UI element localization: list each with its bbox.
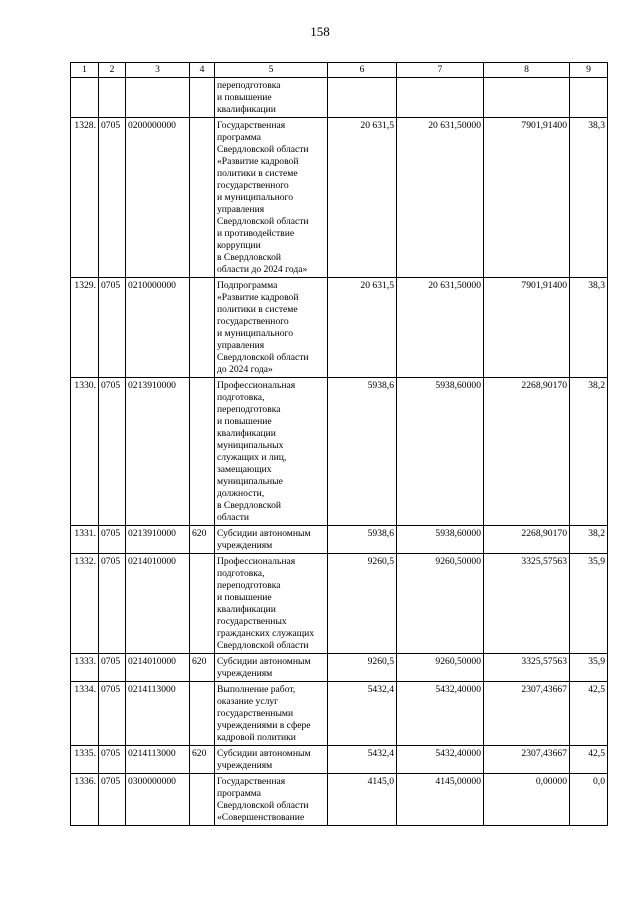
item-name-cell: Выполнение работ, оказание услуг государственными учреждениями в сфере кадровой политики bbox=[215, 682, 328, 746]
executed-amount-cell: 2268,90170 bbox=[484, 378, 570, 526]
approved-amount-cell: 5432,40000 bbox=[397, 682, 484, 746]
page-number: 158 bbox=[310, 24, 330, 39]
target-code-cell: 0214010000 bbox=[126, 554, 190, 654]
planned-amount-cell: 20 631,5 bbox=[328, 118, 397, 278]
section-code-cell: 0705 bbox=[99, 278, 126, 378]
item-name-cell: Профессиональная подготовка, переподготовка и повышение квалификации муниципальных служащих и лиц, замещающих муниципальные должности, в Свердловской области bbox=[215, 378, 328, 526]
approved-amount-cell: 9260,50000 bbox=[397, 654, 484, 682]
planned-amount-cell bbox=[328, 78, 397, 118]
table-row bbox=[71, 78, 608, 118]
expense-type-cell bbox=[190, 554, 215, 654]
table-row bbox=[71, 746, 608, 774]
planned-amount-cell: 9260,5 bbox=[328, 554, 397, 654]
section-code-cell: 0705 bbox=[99, 554, 126, 654]
target-code-cell: 0213910000 bbox=[126, 378, 190, 526]
executed-amount-cell: 2307,43667 bbox=[484, 682, 570, 746]
expense-type-cell: 620 bbox=[190, 526, 215, 554]
section-code-cell: 0705 bbox=[99, 526, 126, 554]
planned-amount-cell: 5432,4 bbox=[328, 746, 397, 774]
executed-amount-cell: 0,00000 bbox=[484, 774, 570, 826]
approved-amount-cell: 5432,40000 bbox=[397, 746, 484, 774]
column-header: 6 bbox=[328, 63, 397, 78]
row-number-cell: 1335. bbox=[71, 746, 99, 774]
item-name-cell: переподготовка и повышение квалификации bbox=[215, 78, 328, 118]
planned-amount-cell: 9260,5 bbox=[328, 654, 397, 682]
row-number-cell: 1336. bbox=[71, 774, 99, 826]
percent-cell: 42,5 bbox=[570, 746, 608, 774]
approved-amount-cell: 9260,50000 bbox=[397, 554, 484, 654]
table-row bbox=[71, 526, 608, 554]
section-code-cell: 0705 bbox=[99, 774, 126, 826]
table-row bbox=[71, 378, 608, 526]
budget-table bbox=[70, 62, 608, 826]
table-row bbox=[71, 682, 608, 746]
expense-type-cell bbox=[190, 278, 215, 378]
executed-amount-cell: 7901,91400 bbox=[484, 118, 570, 278]
expense-type-cell bbox=[190, 78, 215, 118]
column-header: 1 bbox=[71, 63, 99, 78]
approved-amount-cell: 20 631,50000 bbox=[397, 118, 484, 278]
approved-amount-cell: 20 631,50000 bbox=[397, 278, 484, 378]
table-header-row bbox=[71, 63, 608, 78]
column-header: 9 bbox=[570, 63, 608, 78]
percent-cell: 35,9 bbox=[570, 654, 608, 682]
expense-type-cell bbox=[190, 682, 215, 746]
row-number-cell: 1334. bbox=[71, 682, 99, 746]
section-code-cell: 0705 bbox=[99, 654, 126, 682]
approved-amount-cell: 5938,60000 bbox=[397, 378, 484, 526]
row-number-cell bbox=[71, 78, 99, 118]
planned-amount-cell: 4145,0 bbox=[328, 774, 397, 826]
row-number-cell: 1332. bbox=[71, 554, 99, 654]
section-code-cell: 0705 bbox=[99, 378, 126, 526]
expense-type-cell bbox=[190, 118, 215, 278]
expense-type-cell bbox=[190, 774, 215, 826]
expense-type-cell: 620 bbox=[190, 746, 215, 774]
percent-cell: 38,3 bbox=[570, 118, 608, 278]
executed-amount-cell: 7901,91400 bbox=[484, 278, 570, 378]
planned-amount-cell: 5938,6 bbox=[328, 378, 397, 526]
percent-cell: 38,2 bbox=[570, 526, 608, 554]
executed-amount-cell: 2268,90170 bbox=[484, 526, 570, 554]
executed-amount-cell: 3325,57563 bbox=[484, 554, 570, 654]
column-header: 3 bbox=[126, 63, 190, 78]
percent-cell bbox=[570, 78, 608, 118]
row-number-cell: 1329. bbox=[71, 278, 99, 378]
target-code-cell: 0300000000 bbox=[126, 774, 190, 826]
executed-amount-cell: 2307,43667 bbox=[484, 746, 570, 774]
row-number-cell: 1333. bbox=[71, 654, 99, 682]
executed-amount-cell bbox=[484, 78, 570, 118]
item-name-cell: Субсидии автономным учреждениям bbox=[215, 746, 328, 774]
target-code-cell: 0210000000 bbox=[126, 278, 190, 378]
approved-amount-cell: 4145,00000 bbox=[397, 774, 484, 826]
executed-amount-cell: 3325,57563 bbox=[484, 654, 570, 682]
section-code-cell: 0705 bbox=[99, 746, 126, 774]
expense-type-cell: 620 bbox=[190, 654, 215, 682]
row-number-cell: 1330. bbox=[71, 378, 99, 526]
item-name-cell: Государственная программа Свердловской области «Совершенствование bbox=[215, 774, 328, 826]
expense-type-cell bbox=[190, 378, 215, 526]
percent-cell: 38,3 bbox=[570, 278, 608, 378]
percent-cell: 38,2 bbox=[570, 378, 608, 526]
target-code-cell: 0214113000 bbox=[126, 682, 190, 746]
section-code-cell bbox=[99, 78, 126, 118]
row-number-cell: 1331. bbox=[71, 526, 99, 554]
percent-cell: 42,5 bbox=[570, 682, 608, 746]
item-name-cell: Государственная программа Свердловской области «Развитие кадровой политики в системе государственного и муниципального управления Свердловской области и противодействие коррупции в Свердловской области до 2024 года» bbox=[215, 118, 328, 278]
row-number-cell: 1328. bbox=[71, 118, 99, 278]
table-row bbox=[71, 118, 608, 278]
planned-amount-cell: 5938,6 bbox=[328, 526, 397, 554]
table-body bbox=[71, 78, 608, 826]
item-name-cell: Субсидии автономным учреждениям bbox=[215, 526, 328, 554]
target-code-cell: 0214113000 bbox=[126, 746, 190, 774]
approved-amount-cell bbox=[397, 78, 484, 118]
approved-amount-cell: 5938,60000 bbox=[397, 526, 484, 554]
target-code-cell: 0214010000 bbox=[126, 654, 190, 682]
percent-cell: 35,9 bbox=[570, 554, 608, 654]
table-row bbox=[71, 654, 608, 682]
section-code-cell: 0705 bbox=[99, 118, 126, 278]
column-header: 4 bbox=[190, 63, 215, 78]
percent-cell: 0,0 bbox=[570, 774, 608, 826]
table-row bbox=[71, 278, 608, 378]
target-code-cell bbox=[126, 78, 190, 118]
table-row bbox=[71, 774, 608, 826]
table-row bbox=[71, 554, 608, 654]
column-header: 7 bbox=[397, 63, 484, 78]
section-code-cell: 0705 bbox=[99, 682, 126, 746]
planned-amount-cell: 5432,4 bbox=[328, 682, 397, 746]
column-header: 8 bbox=[484, 63, 570, 78]
column-header: 2 bbox=[99, 63, 126, 78]
item-name-cell: Профессиональная подготовка, переподготовка и повышение квалификации государственных гражданских служащих Свердловской области bbox=[215, 554, 328, 654]
column-header: 5 bbox=[215, 63, 328, 78]
item-name-cell: Подпрограмма «Развитие кадровой политики в системе государственного и муниципального управления Свердловской области до 2024 года» bbox=[215, 278, 328, 378]
target-code-cell: 0200000000 bbox=[126, 118, 190, 278]
target-code-cell: 0213910000 bbox=[126, 526, 190, 554]
planned-amount-cell: 20 631,5 bbox=[328, 278, 397, 378]
item-name-cell: Субсидии автономным учреждениям bbox=[215, 654, 328, 682]
